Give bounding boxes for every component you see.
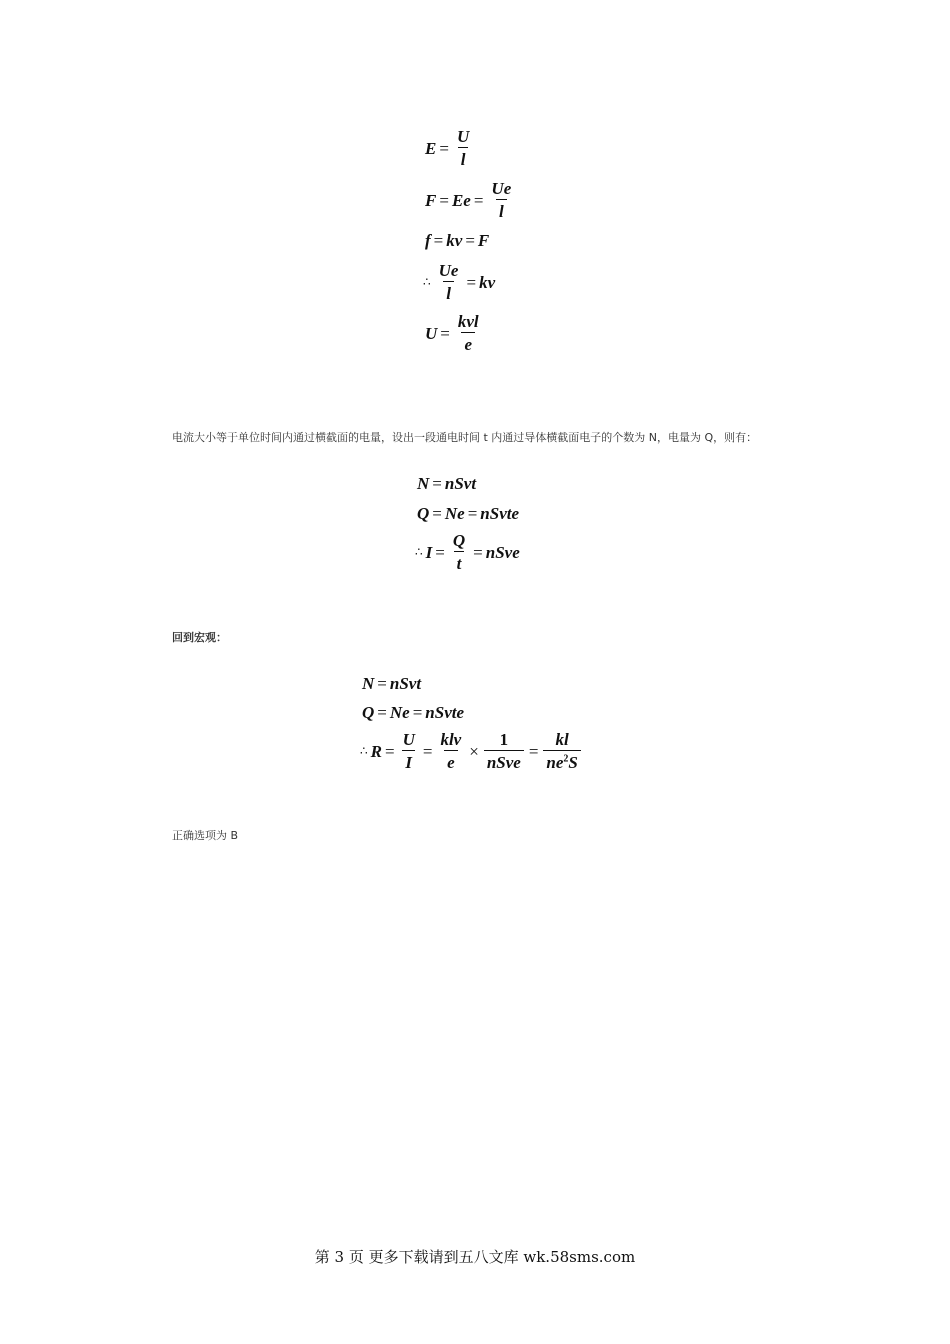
fraction: $\frac{kl}{ne^2S}$: [543, 731, 580, 771]
equation-count-2: N = nSvt: [362, 674, 422, 693]
fraction: $\frac{Q}{t}$: [452, 531, 466, 573]
equation-friction: f = kv = F: [425, 231, 490, 250]
fraction: $\frac{1}{\text{nSve}}$: [484, 731, 524, 771]
fraction: $\frac{U}{l}$: [456, 127, 470, 169]
equation-current: ∴ I = $\frac{Q}{t}$ = nSve: [415, 531, 520, 573]
equation-resistance: ∴ R = $\frac{U}{I}$ = $\frac{\text{klv}}{e}$ × $\frac{1}{\text{nSve}}$ = $\frac{kl}{ne^2S}$: [360, 731, 583, 771]
section-heading-macro: 回到宏观：: [172, 631, 227, 644]
equation-count: N = nSvt: [417, 474, 477, 493]
fraction: $\frac{Ue}{l}$: [438, 261, 459, 303]
fraction: $\frac{Ue}{l}$: [491, 179, 512, 221]
fraction: $\frac{\text{klv}}{e}$: [440, 730, 462, 772]
equation-voltage: U = $\frac{\text{kvl}}{e}$: [425, 313, 484, 353]
equation-force: F = Ee = $\frac{Ue}{l}$: [425, 180, 516, 220]
equation-e-field: E = $\frac{U}{l}$: [425, 128, 474, 168]
paragraph-current-definition: 电流大小等于单位时间内通过横截面的电量，设出一段通电时间 t 内通过导体横截面电子的个数为 N，电量为 Q，则有：: [172, 431, 758, 444]
equation-charge: Q = Ne = nSvte: [417, 504, 520, 523]
answer-text: 正确选项为 B: [172, 829, 239, 842]
fraction: $\frac{U}{I}$: [402, 730, 415, 772]
equation-charge-2: Q = Ne = nSvte: [362, 703, 465, 722]
equation-balance: ∴ $\frac{Ue}{l}$ = kv: [423, 261, 496, 303]
page-footer: 第 3 页 更多下载请到五八文库 wk.58sms.com: [314, 1248, 636, 1266]
eq-lhs: E: [425, 138, 437, 158]
fraction: $\frac{\text{kvl}}{e}$: [457, 312, 479, 354]
